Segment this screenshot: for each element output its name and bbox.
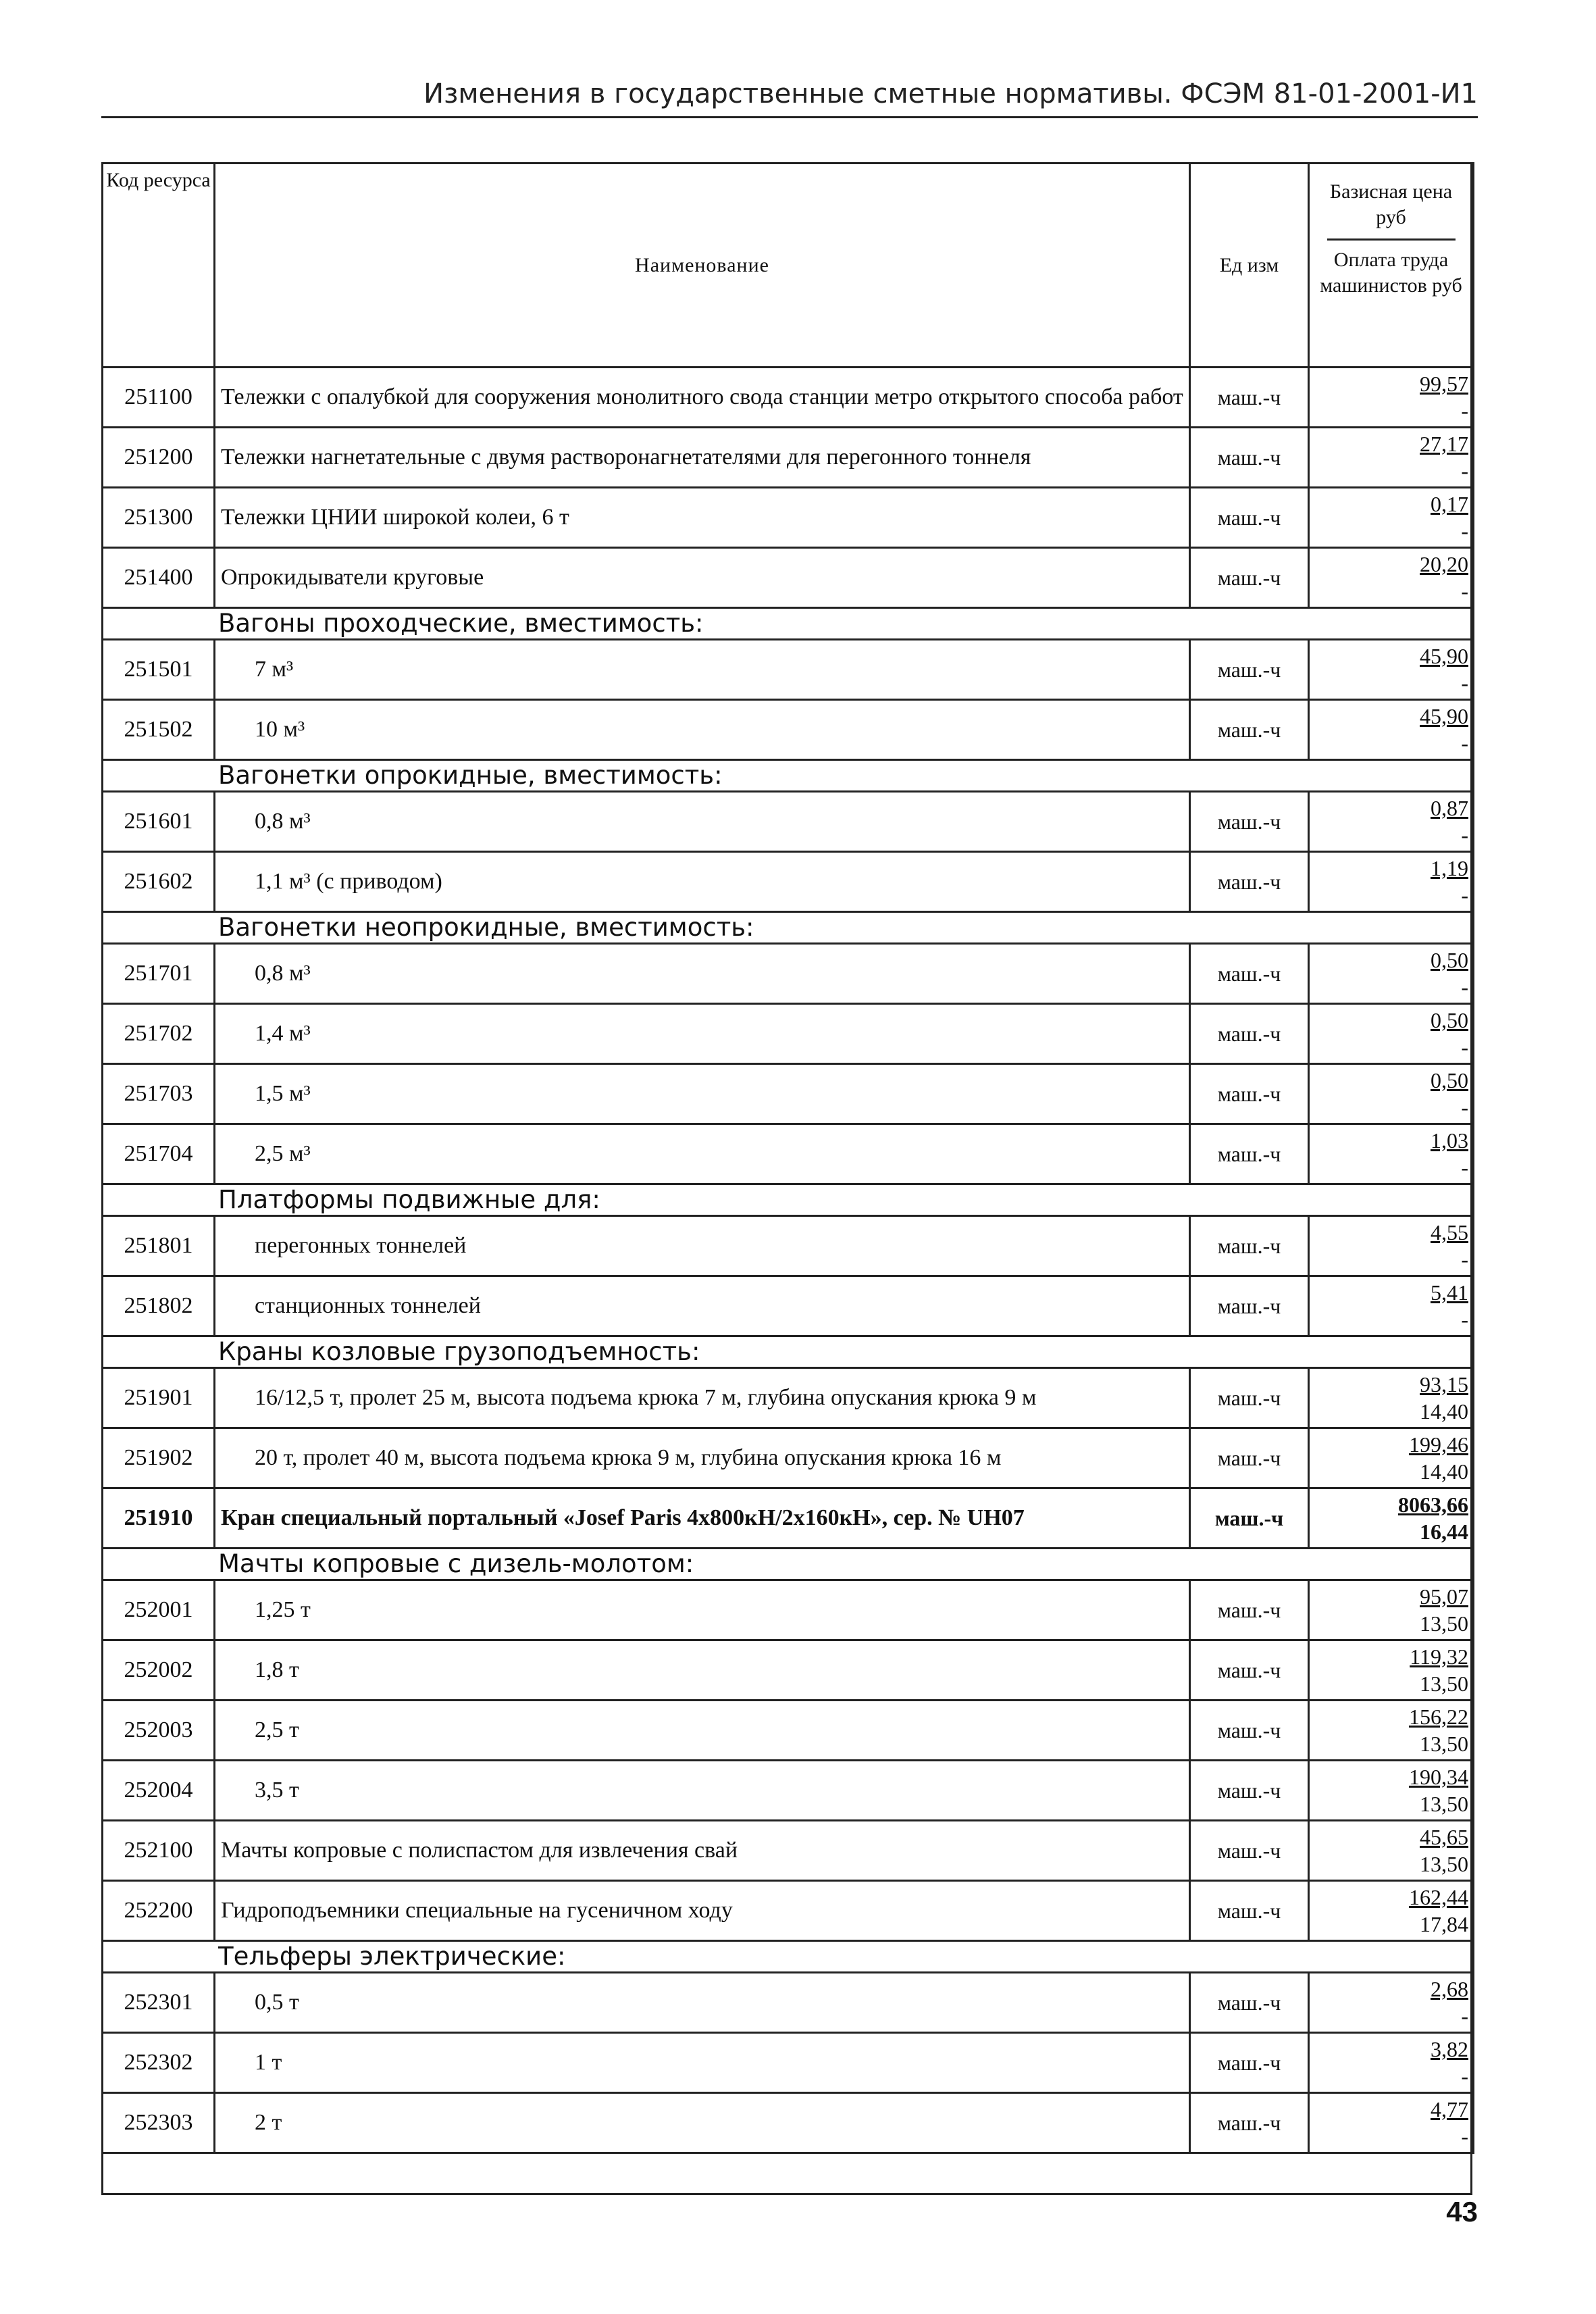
operator-wage: - — [1461, 2064, 1468, 2088]
operator-wage: 14,40 — [1420, 1459, 1468, 1484]
resource-code: 251502 — [103, 700, 215, 760]
table-row — [103, 548, 1474, 608]
resource-name: 0,5 т — [215, 1973, 1190, 2033]
resource-code: 251501 — [103, 640, 215, 700]
table-row — [103, 1881, 1474, 1941]
operator-wage: 13,50 — [1420, 1792, 1468, 1816]
resource-code: 251704 — [103, 1124, 215, 1184]
resource-code: 251601 — [103, 792, 215, 852]
resource-name: Мачты копровые с полиспастом для извлечения свай — [215, 1821, 1190, 1881]
table-row — [103, 368, 1474, 428]
resource-name: 16/12,5 т, пролет 25 м, высота подъема крюка 7 м, глубина опускания крюка 9 м — [215, 1368, 1190, 1428]
group-heading-row — [103, 1549, 1474, 1580]
unit: маш.-ч — [1190, 2093, 1309, 2153]
header-price — [1309, 164, 1474, 368]
resource-name: 2,5 м³ — [215, 1124, 1190, 1184]
resource-name: Тележки с опалубкой для сооружения монолитного свода станции метро открытого способа работ — [215, 368, 1190, 428]
operator-wage: - — [1461, 671, 1468, 695]
operator-wage: 16,44 — [1420, 1519, 1468, 1544]
resource-name: Тележки нагнетательные с двумя растворонагнетателями для перегонного тоннеля — [215, 428, 1190, 488]
resource-code: 251602 — [103, 852, 215, 912]
base-price: 1,03 — [1431, 1128, 1468, 1153]
resource-name: 1,4 м³ — [215, 1004, 1190, 1064]
unit: маш.-ч — [1190, 2033, 1309, 2093]
group-heading-row — [103, 1184, 1474, 1216]
resource-name: 2 т — [215, 2093, 1190, 2153]
operator-wage: - — [1461, 731, 1468, 755]
group-heading: Вагонетки опрокидные, вместимость: — [103, 760, 1474, 792]
table-row — [103, 1821, 1474, 1881]
group-heading: Краны козловые грузоподъемность: — [103, 1336, 1474, 1368]
page-number: 43 — [1446, 2196, 1478, 2228]
table-row — [103, 1124, 1474, 1184]
base-price: 0,50 — [1431, 948, 1468, 972]
resource-name: 20 т, пролет 40 м, высота подъема крюка 9 м, глубина опускания крюка 16 м — [215, 1428, 1190, 1488]
resource-code: 252302 — [103, 2033, 215, 2093]
price-cell — [1309, 1761, 1474, 1821]
table-row — [103, 1761, 1474, 1821]
price-cell — [1309, 428, 1474, 488]
table-row — [103, 1428, 1474, 1488]
base-price: 199,46 — [1409, 1432, 1468, 1457]
unit: маш.-ч — [1190, 488, 1309, 548]
base-price: 0,50 — [1431, 1008, 1468, 1032]
resource-code: 251200 — [103, 428, 215, 488]
price-cell — [1309, 1488, 1474, 1549]
base-price: 99,57 — [1420, 372, 1468, 396]
resource-code: 251702 — [103, 1004, 215, 1064]
operator-wage: 13,50 — [1420, 1671, 1468, 1696]
unit: маш.-ч — [1190, 1973, 1309, 2033]
resource-name: Опрокидыватели круговые — [215, 548, 1190, 608]
operator-wage: 14,40 — [1420, 1399, 1468, 1424]
resource-name: 1,25 т — [215, 1580, 1190, 1640]
price-cell — [1309, 1216, 1474, 1276]
operator-wage: - — [1461, 1035, 1468, 1059]
price-cell — [1309, 1701, 1474, 1761]
base-price: 0,87 — [1431, 796, 1468, 820]
group-heading-row — [103, 1336, 1474, 1368]
resource-name: 1,1 м³ (с приводом) — [215, 852, 1190, 912]
unit: маш.-ч — [1190, 1488, 1309, 1549]
resource-name: перегонных тоннелей — [215, 1216, 1190, 1276]
base-price: 162,44 — [1409, 1885, 1468, 1909]
unit: маш.-ч — [1190, 1701, 1309, 1761]
table-row — [103, 1580, 1474, 1640]
price-cell — [1309, 792, 1474, 852]
operator-wage: - — [1461, 1155, 1468, 1180]
base-price: 190,34 — [1409, 1765, 1468, 1789]
resource-name: 1,8 т — [215, 1640, 1190, 1701]
group-heading: Тельферы электрические: — [103, 1941, 1474, 1973]
header-price-base: Базисная цена руб — [1329, 180, 1453, 228]
group-heading: Платформы подвижные для: — [103, 1184, 1474, 1216]
group-heading-row — [103, 912, 1474, 944]
table-body — [103, 164, 1474, 2153]
operator-wage: - — [1461, 399, 1468, 423]
table-row — [103, 1064, 1474, 1124]
price-cell — [1309, 944, 1474, 1004]
resource-name: Гидроподъемники специальные на гусеничном ходу — [215, 1881, 1190, 1941]
price-cell — [1309, 1004, 1474, 1064]
unit: маш.-ч — [1190, 1821, 1309, 1881]
operator-wage: 17,84 — [1420, 1912, 1468, 1936]
base-price: 45,65 — [1420, 1825, 1468, 1849]
unit: маш.-ч — [1190, 1124, 1309, 1184]
resource-name: Тележки ЦНИИ широкой колеи, 6 т — [215, 488, 1190, 548]
price-cell — [1309, 368, 1474, 428]
price-cell — [1309, 852, 1474, 912]
unit: маш.-ч — [1190, 1580, 1309, 1640]
price-cell — [1309, 2033, 1474, 2093]
base-price: 5,41 — [1431, 1280, 1468, 1305]
unit: маш.-ч — [1190, 548, 1309, 608]
resource-name: 1 т — [215, 2033, 1190, 2093]
resource-code: 252003 — [103, 1701, 215, 1761]
resource-code: 252100 — [103, 1821, 215, 1881]
table-header-row — [103, 164, 1474, 368]
operator-wage: 13,50 — [1420, 1852, 1468, 1876]
table-row — [103, 700, 1474, 760]
group-heading-row — [103, 760, 1474, 792]
base-price: 27,17 — [1420, 432, 1468, 456]
operator-wage: - — [1461, 2124, 1468, 2148]
operator-wage: 13,50 — [1420, 1611, 1468, 1636]
resource-code: 252301 — [103, 1973, 215, 2033]
resource-code: 251802 — [103, 1276, 215, 1336]
price-cell — [1309, 1368, 1474, 1428]
base-price: 4,55 — [1431, 1220, 1468, 1244]
group-heading-row — [103, 608, 1474, 640]
resource-code: 251100 — [103, 368, 215, 428]
group-heading: Мачты копровые с дизель-молотом: — [103, 1549, 1474, 1580]
header-price-wage: Оплата труда машинистов руб — [1320, 249, 1462, 297]
unit: маш.-ч — [1190, 944, 1309, 1004]
unit: маш.-ч — [1190, 640, 1309, 700]
operator-wage: - — [1461, 459, 1468, 483]
document-title: Изменения в государственные сметные нормативы. ФСЭМ 81-01-2001-И1 — [423, 78, 1478, 109]
table-row — [103, 1004, 1474, 1064]
table-row — [103, 1276, 1474, 1336]
unit: маш.-ч — [1190, 700, 1309, 760]
resource-code: 252004 — [103, 1761, 215, 1821]
table-row — [103, 1701, 1474, 1761]
unit: маш.-ч — [1190, 1064, 1309, 1124]
unit: маш.-ч — [1190, 1004, 1309, 1064]
table-row — [103, 1368, 1474, 1428]
resource-name: станционных тоннелей — [215, 1276, 1190, 1336]
unit: маш.-ч — [1190, 1216, 1309, 1276]
resource-code: 252303 — [103, 2093, 215, 2153]
resource-code: 251703 — [103, 1064, 215, 1124]
table-row — [103, 1488, 1474, 1549]
unit: маш.-ч — [1190, 1881, 1309, 1941]
table-row — [103, 1216, 1474, 1276]
unit: маш.-ч — [1190, 368, 1309, 428]
price-cell — [1309, 1124, 1474, 1184]
base-price: 95,07 — [1420, 1584, 1468, 1609]
price-cell — [1309, 700, 1474, 760]
resource-code: 251400 — [103, 548, 215, 608]
resource-name: 7 м³ — [215, 640, 1190, 700]
table-row — [103, 2093, 1474, 2153]
resource-name: Кран специальный портальный «Josef Paris 4x800кН/2x160кН», сер. № UH07 — [215, 1488, 1190, 1549]
price-cell — [1309, 1973, 1474, 2033]
resource-code: 252001 — [103, 1580, 215, 1640]
table-row — [103, 488, 1474, 548]
unit: маш.-ч — [1190, 428, 1309, 488]
base-price: 1,19 — [1431, 856, 1468, 880]
resource-name: 2,5 т — [215, 1701, 1190, 1761]
base-price: 156,22 — [1409, 1705, 1468, 1729]
resource-code: 251801 — [103, 1216, 215, 1276]
resource-code: 251902 — [103, 1428, 215, 1488]
unit: маш.-ч — [1190, 1368, 1309, 1428]
operator-wage: - — [1461, 519, 1468, 543]
table-row — [103, 2033, 1474, 2093]
operator-wage: - — [1461, 579, 1468, 603]
header-name: Наименование — [215, 164, 1190, 368]
operator-wage: - — [1461, 2004, 1468, 2028]
operator-wage: - — [1461, 975, 1468, 999]
operator-wage: 13,50 — [1420, 1732, 1468, 1756]
page-header — [101, 76, 1478, 118]
unit: маш.-ч — [1190, 792, 1309, 852]
price-cell — [1309, 1881, 1474, 1941]
unit: маш.-ч — [1190, 852, 1309, 912]
resource-code: 251701 — [103, 944, 215, 1004]
resource-code: 252002 — [103, 1640, 215, 1701]
operator-wage: - — [1461, 1095, 1468, 1120]
resource-code: 252200 — [103, 1881, 215, 1941]
price-cell — [1309, 1428, 1474, 1488]
table-row — [103, 640, 1474, 700]
operator-wage: - — [1461, 823, 1468, 847]
group-heading: Вагоны проходческие, вместимость: — [103, 608, 1474, 640]
header-unit: Ед изм — [1190, 164, 1309, 368]
resource-code: 251300 — [103, 488, 215, 548]
price-cell — [1309, 548, 1474, 608]
unit: маш.-ч — [1190, 1276, 1309, 1336]
base-price: 8063,66 — [1398, 1492, 1468, 1517]
price-cell — [1309, 1580, 1474, 1640]
base-price: 20,20 — [1420, 552, 1468, 576]
base-price: 0,17 — [1431, 492, 1468, 516]
unit: маш.-ч — [1190, 1640, 1309, 1701]
price-cell — [1309, 640, 1474, 700]
price-cell — [1309, 2093, 1474, 2153]
table-row — [103, 852, 1474, 912]
table-row — [103, 1640, 1474, 1701]
table-row — [103, 792, 1474, 852]
resource-name: 0,8 м³ — [215, 944, 1190, 1004]
price-cell — [1309, 1064, 1474, 1124]
resource-name: 0,8 м³ — [215, 792, 1190, 852]
price-cell — [1309, 1821, 1474, 1881]
operator-wage: - — [1461, 1307, 1468, 1332]
base-price: 2,68 — [1431, 1977, 1468, 2001]
operator-wage: - — [1461, 883, 1468, 907]
price-cell — [1309, 1640, 1474, 1701]
resource-code: 251901 — [103, 1368, 215, 1428]
resource-code: 251910 — [103, 1488, 215, 1549]
unit: маш.-ч — [1190, 1428, 1309, 1488]
unit: маш.-ч — [1190, 1761, 1309, 1821]
resource-name: 1,5 м³ — [215, 1064, 1190, 1124]
base-price: 93,15 — [1420, 1372, 1468, 1397]
base-price: 45,90 — [1420, 704, 1468, 728]
resource-name: 10 м³ — [215, 700, 1190, 760]
base-price: 4,77 — [1431, 2097, 1468, 2121]
table-row — [103, 944, 1474, 1004]
group-heading-row — [103, 1941, 1474, 1973]
group-heading: Вагонетки неопрокидные, вместимость: — [103, 912, 1474, 944]
base-price: 3,82 — [1431, 2037, 1468, 2061]
base-price: 45,90 — [1420, 644, 1468, 668]
header-code: Код ресурса — [103, 164, 215, 368]
resource-table — [101, 162, 1474, 2154]
table-row — [103, 428, 1474, 488]
base-price: 0,50 — [1431, 1068, 1468, 1092]
price-cell — [1309, 488, 1474, 548]
base-price: 119,32 — [1410, 1644, 1468, 1669]
table-row — [103, 1973, 1474, 2033]
resource-name: 3,5 т — [215, 1761, 1190, 1821]
price-cell — [1309, 1276, 1474, 1336]
operator-wage: - — [1461, 1247, 1468, 1272]
